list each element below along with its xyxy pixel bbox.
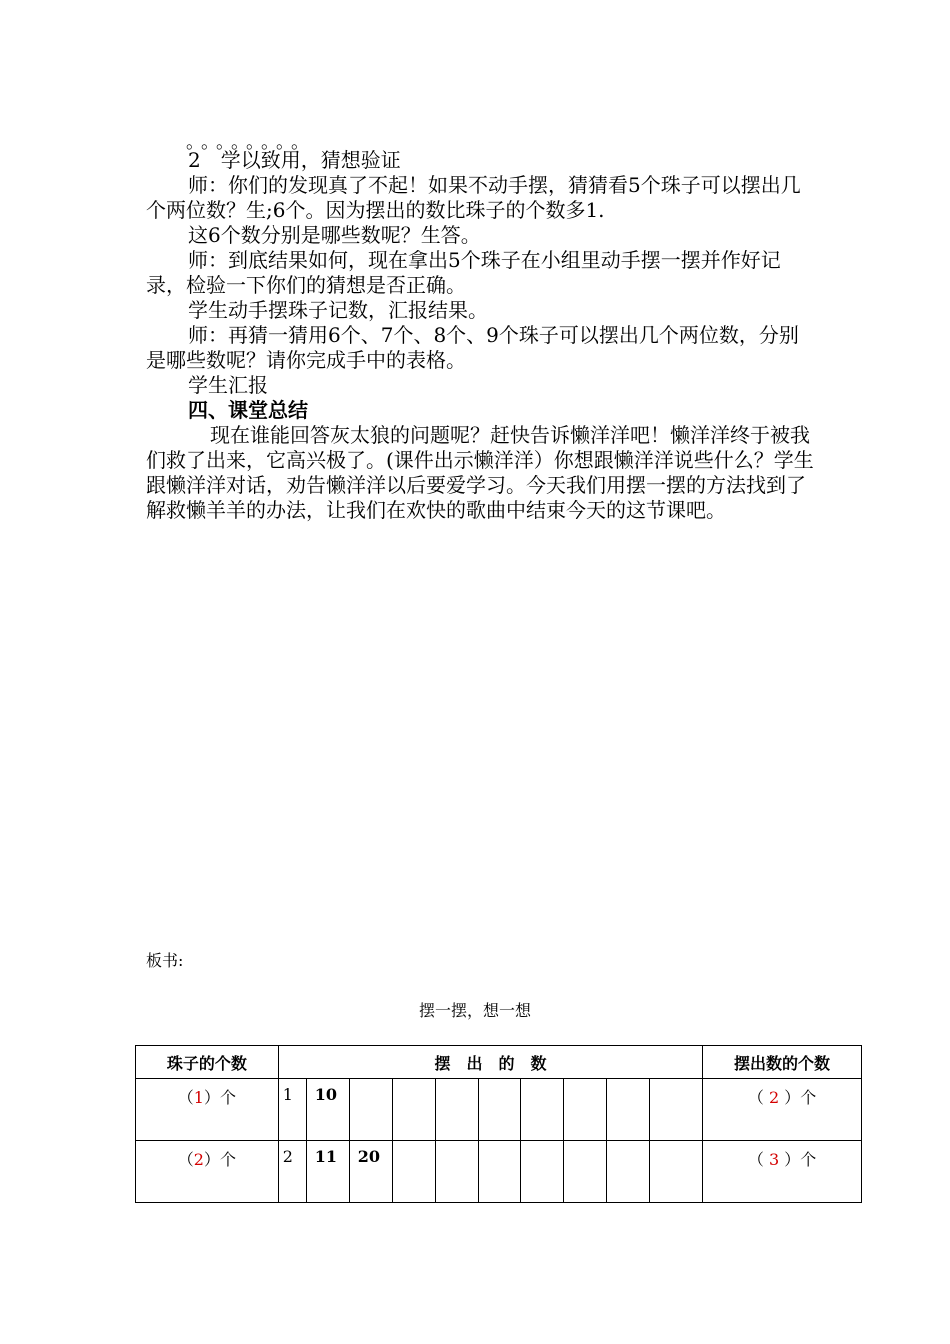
number-cell	[478, 1079, 521, 1141]
number-cell	[564, 1079, 607, 1141]
count-cell	[703, 1079, 862, 1141]
number-cell	[650, 1079, 703, 1141]
number-cell: 2	[278, 1141, 306, 1203]
board-label: 板书:	[146, 951, 184, 970]
paragraph-report: 学生汇报	[188, 373, 268, 397]
open-paren: （	[747, 1150, 764, 1169]
beads-cell	[136, 1079, 279, 1141]
number-cell	[564, 1141, 607, 1203]
paragraph-hands-on: 师：到底结果如何，现在拿出5个珠子在小组里动手摆一摆并作好记录，检验一下你们的猜想是否正确。	[146, 248, 781, 297]
number-cell: 20	[349, 1141, 392, 1203]
number-cell	[349, 1079, 392, 1141]
number-cell	[435, 1141, 478, 1203]
board-title: 摆一摆，想一想	[418, 1001, 531, 1020]
number-cell	[607, 1079, 650, 1141]
close-paren-unit: ）个	[203, 1088, 236, 1107]
section-heading: 四、课堂总结	[188, 398, 308, 422]
number-cell	[392, 1141, 435, 1203]
count-value: 2	[768, 1088, 780, 1107]
table-row	[136, 1141, 862, 1203]
paragraph-teacher-guess: 师：你们的发现真了不起！如果不动手摆，猜猜看5个珠子可以摆出几个两位数？生;6个。因为摆出的数比珠子的个数多1.	[146, 173, 801, 222]
table-header-row	[136, 1046, 862, 1079]
beads-value: 1	[193, 1088, 204, 1107]
header-numbers: 摆 出 的 数	[278, 1046, 702, 1079]
beads-cell	[136, 1141, 279, 1203]
number-cell: 10	[306, 1079, 349, 1141]
number-cell: 11	[306, 1141, 349, 1203]
open-paren: （	[177, 1150, 194, 1169]
paragraph-students-record: 学生动手摆珠子记数，汇报结果。	[188, 298, 488, 322]
subsection-heading: 2 学以致用，猜想验证	[188, 148, 401, 172]
count-cell	[703, 1141, 862, 1203]
number-cell	[392, 1079, 435, 1141]
close-paren-unit: ）个	[784, 1150, 817, 1169]
close-paren-unit: ）个	[203, 1150, 236, 1169]
table-row	[136, 1079, 862, 1141]
header-beads: 珠子的个数	[136, 1046, 279, 1079]
close-paren-unit: ）个	[784, 1088, 817, 1107]
header-count: 摆出数的个数	[703, 1046, 862, 1079]
summary-paragraph: 现在谁能回答灰太狼的问题呢？赶快告诉懒洋洋吧！懒洋洋终于被我们救了出来，它高兴极了。(课件出示懒洋洋）你想跟懒洋洋说些什么？学生跟懒洋洋对话，劝告懒洋洋以后要爱学习。今天我们用摆一摆的方法找到了解救懒羊羊的办法，让我们在欢快的歌曲中结束今天的这节课吧。	[146, 423, 814, 522]
number-cell	[607, 1141, 650, 1203]
number-cell	[435, 1079, 478, 1141]
number-cell	[478, 1141, 521, 1203]
number-cell: 1	[278, 1079, 306, 1141]
beads-value: 2	[193, 1150, 204, 1169]
open-paren: （	[747, 1088, 764, 1107]
board-table	[135, 1045, 862, 1203]
count-value: 3	[768, 1150, 780, 1169]
open-paren: （	[177, 1088, 194, 1107]
number-cell	[650, 1141, 703, 1203]
number-cell	[521, 1141, 564, 1203]
number-cell	[521, 1079, 564, 1141]
paragraph-guess-again: 师：再猜一猜用6个、7个、8个、9个珠子可以摆出几个两位数，分别是哪些数呢？请你完成手中的表格。	[146, 323, 799, 372]
ellipsis-dots: 。。。。。。。。	[186, 132, 315, 153]
paragraph-which-numbers: 这6个数分别是哪些数呢？生答。	[188, 223, 481, 247]
